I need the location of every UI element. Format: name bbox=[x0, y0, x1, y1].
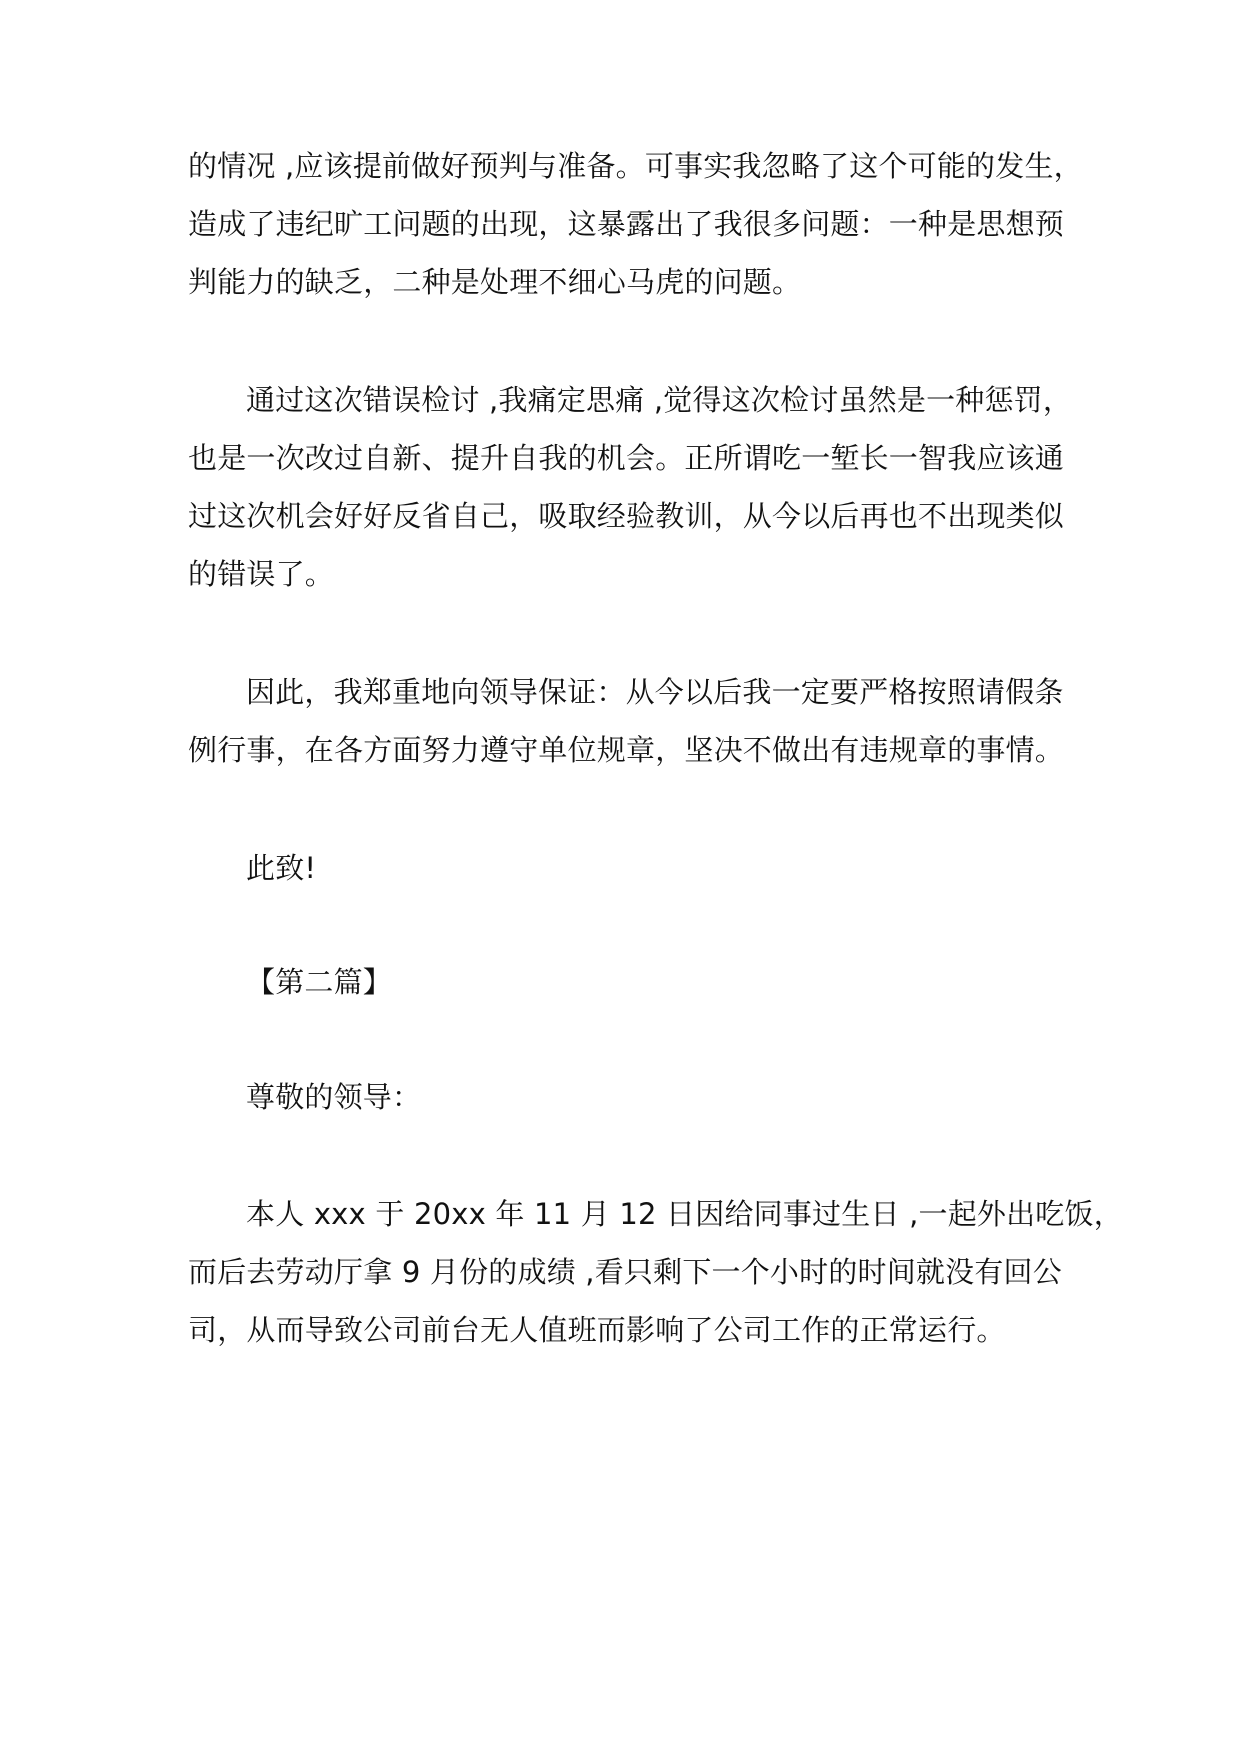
paragraph-4-line-3: 司，从而导致公司前台无人值班而影响了公司工作的正常运行。 bbox=[188, 1313, 1006, 1347]
paragraph-3-line-1: 因此，我郑重地向领导保证：从今以后我一定要严格按照请假条 bbox=[246, 675, 1064, 709]
closing-line: 此致! bbox=[246, 851, 317, 885]
paragraph-4-line-1: 本人 xxx 于 20xx 年 11 月 12 日因给同事过生日 ,一起外出吃饭， bbox=[246, 1197, 1123, 1231]
paragraph-2-line-1: 通过这次错误检讨 ,我痛定思痛 ,觉得这次检讨虽然是一种惩罚， bbox=[246, 383, 1073, 417]
paragraph-2-line-4: 的错误了。 bbox=[188, 557, 335, 591]
paragraph-4-line-2: 而后去劳动厅拿 9 月份的成绩 ,看只剩下一个小时的时间就没有回公 bbox=[188, 1255, 1062, 1289]
section-heading: 【第二篇】 bbox=[246, 965, 393, 999]
paragraph-1-line-3: 判能力的缺乏，二种是处理不细心马虎的问题。 bbox=[188, 265, 802, 299]
paragraph-1-line-2: 造成了违纪旷工问题的出现，这暴露出了我很多问题：一种是思想预 bbox=[188, 207, 1065, 241]
paragraph-2-line-2: 也是一次改过自新、提升自我的机会。正所谓吃一堑长一智我应该通 bbox=[188, 441, 1065, 475]
paragraph-1-line-1: 的情况 ,应该提前做好预判与准备。可事实我忽略了这个可能的发生， bbox=[188, 149, 1083, 183]
salutation-line: 尊敬的领导： bbox=[246, 1080, 422, 1114]
paragraph-3-line-2: 例行事，在各方面努力遵守单位规章，坚决不做出有违规章的事情。 bbox=[188, 733, 1065, 767]
paragraph-2-line-3: 过这次机会好好反省自己，吸取经验教训，从今以后再也不出现类似 bbox=[188, 499, 1065, 533]
